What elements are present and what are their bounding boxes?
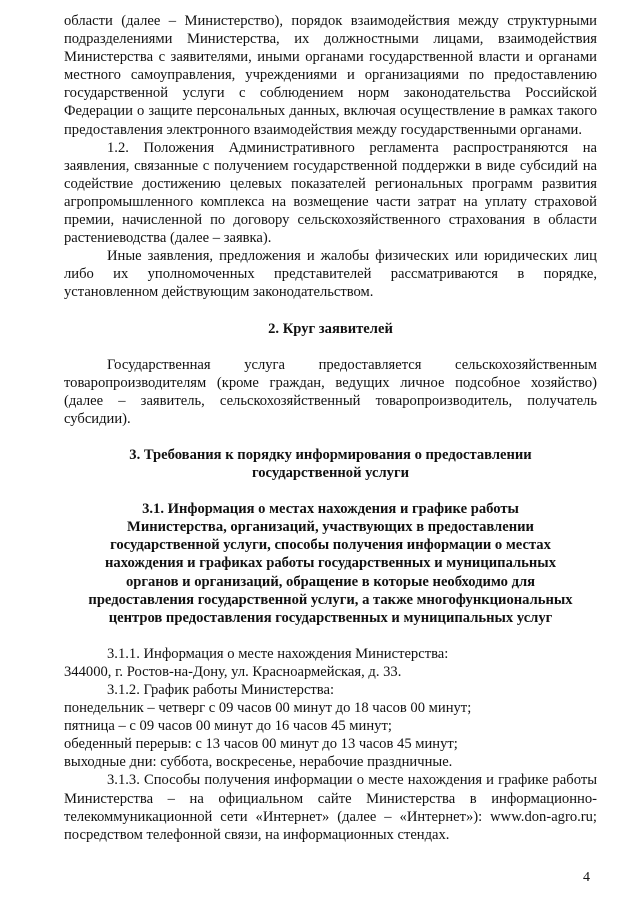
subsection-heading-line: центров предоставления государственных и муниципальных услуг: [108, 609, 553, 626]
page-number: 4: [583, 870, 590, 885]
schedule-line: выходные дни: суббота, воскресенье, нерабочие праздничные.: [64, 754, 453, 771]
subsection-heading-line: государственной услуги, способы получения информации о местах: [110, 537, 551, 554]
subsection-heading-line: предоставления государственной услуги, а также многофункциональных: [88, 591, 573, 608]
paragraph-other-applications: Иные заявления, предложения и жалобы физических или юридических лиц либо их уполномоченных представителей рассматриваются в порядке, установленном действующим законодательством.: [64, 248, 597, 301]
paragraph-1-2: 1.2. Положения Административного регламента распространяются на заявления, связанные с получением государственной поддержки в виде субсидий на содействие достижению целевых показателей региональных программ развития агропромышленного комплекса на возмещение части затрат на уплату страховой премии, начисленной по договору сельскохозяйственного страхования в области растениеводства (далее – заявка).: [64, 139, 597, 247]
section-heading-2: 2. Круг заявителей: [268, 320, 393, 337]
schedule-line: понедельник – четверг с 09 часов 00 минут до 18 часов 00 минут;: [64, 700, 472, 717]
ministry-address: 344000, г. Ростов-на-Дону, ул. Красноармейская, д. 33.: [64, 663, 402, 680]
document-page: [64, 12, 597, 844]
paragraph-3-1-3: 3.1.3. Способы получения информации о месте нахождения и графике работы Министерства – на официальном сайте Министерства в информационно-телекоммуникационной сети «Интернет» (далее – «Интернет»): www.don-agro.ru; посредством телефонной связи, на информационных стендах.: [64, 772, 597, 843]
section-heading-3: [64, 446, 597, 482]
subsection-heading-3-1: [64, 500, 597, 627]
paragraph-intro: области (далее – Министерство), порядок взаимодействия между структурными подразделениями Министерства, их должностными лицами, взаимодействия Министерства с заявителями, иными органами государственной власти и органами местного самоуправления, учреждениями и организациями по предоставлению государственной услуги с соблюдением норм законодательства Российской Федерации о защите персональных данных, включая осуществление в рамках такого предоставления электронного взаимодействия между государственными органами.: [64, 13, 597, 138]
paragraph-3-1-2: 3.1.2. График работы Министерства:: [107, 682, 335, 698]
paragraph-3-1-1: 3.1.1. Информация о месте нахождения Министерства:: [107, 645, 449, 662]
subsection-heading-line: Министерства, организаций, участвующих в предоставлении: [127, 519, 534, 536]
subsection-heading-line: нахождения и графиках работы государственных и муниципальных: [105, 555, 556, 572]
section-heading-3-line: 3. Требования к порядку информирования о предоставлении: [129, 446, 532, 463]
subsection-heading-line: 3.1. Информация о местах нахождения и графике работы: [142, 501, 519, 518]
schedule-line: обеденный перерыв: с 13 часов 00 минут до 13 часов 45 минут;: [64, 736, 458, 753]
paragraph-2: Государственная услуга предоставляется сельскохозяйственным товаропроизводителям (кроме граждан, ведущих личное подсобное хозяйство) (далее – заявитель, сельскохозяйственный товаропроизводитель, получатель субсидии).: [64, 356, 597, 427]
subsection-heading-line: органов и организаций, обращение в которые необходимо для: [125, 573, 536, 590]
schedule-line: пятница – с 09 часов 00 минут до 16 часов 45 минут;: [64, 718, 392, 735]
section-heading-3-line: государственной услуги: [251, 465, 410, 482]
